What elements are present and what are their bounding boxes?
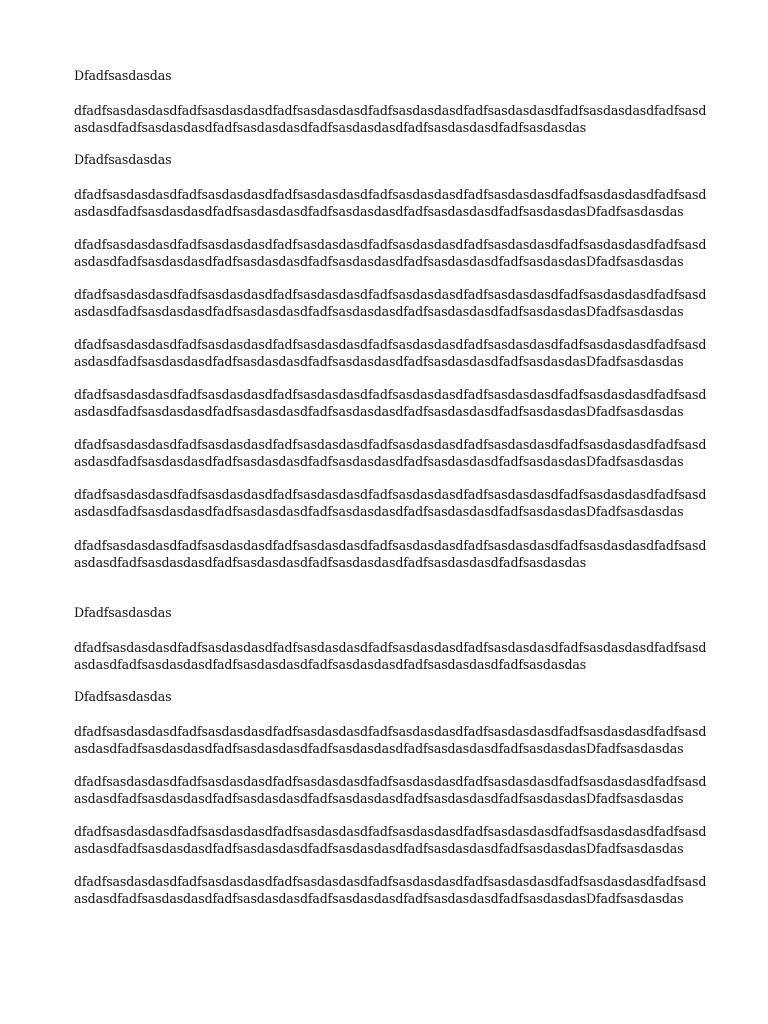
paragraph-line: dfadfsasdasdasdfadfsasdasdasdfadfsasdasdasdfadfsasdasdasdfadfsasdasdasdfadfsasdasdasdfadfsasd <box>74 640 707 655</box>
paragraph <box>74 538 714 571</box>
paragraph-line: asdasdfadfsasdasdasdfadfsasdasdasdfadfsasdasdasdfadfsasdasdasdfadfsasdasdasDfadfsasdasdas <box>74 890 684 906</box>
paragraph-line: dfadfsasdasdasdfadfsasdasdasdfadfsasdasdasdfadfsasdasdasdfadfsasdasdasdfadfsasdasdasdfadfsasd <box>74 724 707 739</box>
paragraph-line: asdasdfadfsasdasdasdfadfsasdasdasdfadfsasdasdasdfadfsasdasdasdfadfsasdasdasDfadfsasdasdas <box>74 353 684 369</box>
paragraph-line: asdasdfadfsasdasdasdfadfsasdasdasdfadfsasdasdasdfadfsasdasdasdfadfsasdasdasDfadfsasdasdas <box>74 790 684 806</box>
heading <box>74 68 714 85</box>
paragraph <box>74 874 714 907</box>
paragraph <box>74 640 714 673</box>
heading-text: Dfadfsasdasdas <box>74 605 172 620</box>
heading-text: Dfadfsasdasdas <box>74 152 172 167</box>
paragraph-line: asdasdfadfsasdasdasdfadfsasdasdasdfadfsasdasdasdfadfsasdasdasdfadfsasdasdasDfadfsasdasdas <box>74 453 684 469</box>
paragraph-line: dfadfsasdasdasdfadfsasdasdasdfadfsasdasdasdfadfsasdasdasdfadfsasdasdasdfadfsasdasdasdfadfsasd <box>74 337 707 352</box>
paragraph <box>74 774 714 807</box>
paragraph-line: dfadfsasdasdasdfadfsasdasdasdfadfsasdasdasdfadfsasdasdasdfadfsasdasdasdfadfsasdasdasdfadfsasd <box>74 487 707 502</box>
paragraph <box>74 824 714 857</box>
paragraph <box>74 724 714 757</box>
paragraph-line: asdasdfadfsasdasdasdfadfsasdasdasdfadfsasdasdasdfadfsasdasdasdfadfsasdasdas <box>74 656 587 672</box>
paragraph-line: dfadfsasdasdasdfadfsasdasdasdfadfsasdasdasdfadfsasdasdasdfadfsasdasdasdfadfsasdasdasdfadfsasd <box>74 187 707 202</box>
paragraph-line: dfadfsasdasdasdfadfsasdasdasdfadfsasdasdasdfadfsasdasdasdfadfsasdasdasdfadfsasdasdasdfadfsasd <box>74 774 707 789</box>
paragraph-line: dfadfsasdasdasdfadfsasdasdasdfadfsasdasdasdfadfsasdasdasdfadfsasdasdasdfadfsasdasdasdfadfsasd <box>74 387 707 402</box>
paragraph <box>74 487 714 520</box>
heading-text: Dfadfsasdasdas <box>74 68 172 83</box>
paragraph-line: asdasdfadfsasdasdasdfadfsasdasdasdfadfsasdasdasdfadfsasdasdasdfadfsasdasdasDfadfsasdasdas <box>74 503 684 519</box>
paragraph-line: dfadfsasdasdasdfadfsasdasdasdfadfsasdasdasdfadfsasdasdasdfadfsasdasdasdfadfsasdasdasdfadfsasd <box>74 437 707 452</box>
paragraph-line: dfadfsasdasdasdfadfsasdasdasdfadfsasdasdasdfadfsasdasdasdfadfsasdasdasdfadfsasdasdasdfadfsasd <box>74 237 707 252</box>
paragraph-line: dfadfsasdasdasdfadfsasdasdasdfadfsasdasdasdfadfsasdasdasdfadfsasdasdasdfadfsasdasdasdfadfsasd <box>74 824 707 839</box>
paragraph-line: asdasdfadfsasdasdasdfadfsasdasdasdfadfsasdasdasdfadfsasdasdasdfadfsasdasdasDfadfsasdasdas <box>74 303 684 319</box>
paragraph <box>74 387 714 420</box>
paragraph <box>74 187 714 220</box>
paragraph <box>74 337 714 370</box>
paragraph-line: asdasdfadfsasdasdasdfadfsasdasdasdfadfsasdasdasdfadfsasdasdasdfadfsasdasdasDfadfsasdasdas <box>74 203 684 219</box>
paragraph-line: asdasdfadfsasdasdasdfadfsasdasdasdfadfsasdasdasdfadfsasdasdasdfadfsasdasdasDfadfsasdasdas <box>74 253 684 269</box>
paragraph-line: dfadfsasdasdasdfadfsasdasdasdfadfsasdasdasdfadfsasdasdasdfadfsasdasdasdfadfsasdasdasdfadfsasd <box>74 538 707 553</box>
paragraph-line: dfadfsasdasdasdfadfsasdasdasdfadfsasdasdasdfadfsasdasdasdfadfsasdasdasdfadfsasdasdasdfadfsasd <box>74 103 707 118</box>
heading <box>74 605 714 622</box>
paragraph-line: asdasdfadfsasdasdasdfadfsasdasdasdfadfsasdasdasdfadfsasdasdasdfadfsasdasdas <box>74 554 587 570</box>
paragraph-line: asdasdfadfsasdasdasdfadfsasdasdasdfadfsasdasdasdfadfsasdasdasdfadfsasdasdas <box>74 119 587 135</box>
paragraph <box>74 287 714 320</box>
paragraph-line: dfadfsasdasdasdfadfsasdasdasdfadfsasdasdasdfadfsasdasdasdfadfsasdasdasdfadfsasdasdasdfadfsasd <box>74 874 707 889</box>
heading <box>74 689 714 706</box>
paragraph-line: asdasdfadfsasdasdasdfadfsasdasdasdfadfsasdasdasdfadfsasdasdasdfadfsasdasdasDfadfsasdasdas <box>74 740 684 756</box>
paragraph <box>74 437 714 470</box>
paragraph <box>74 237 714 270</box>
paragraph <box>74 103 714 136</box>
paragraph-line: dfadfsasdasdasdfadfsasdasdasdfadfsasdasdasdfadfsasdasdasdfadfsasdasdasdfadfsasdasdasdfadfsasd <box>74 287 707 302</box>
heading-text: Dfadfsasdasdas <box>74 689 172 704</box>
paragraph-line: asdasdfadfsasdasdasdfadfsasdasdasdfadfsasdasdasdfadfsasdasdasdfadfsasdasdasDfadfsasdasdas <box>74 403 684 419</box>
heading <box>74 152 714 169</box>
paragraph-line: asdasdfadfsasdasdasdfadfsasdasdasdfadfsasdasdasdfadfsasdasdasdfadfsasdasdasDfadfsasdasdas <box>74 840 684 856</box>
